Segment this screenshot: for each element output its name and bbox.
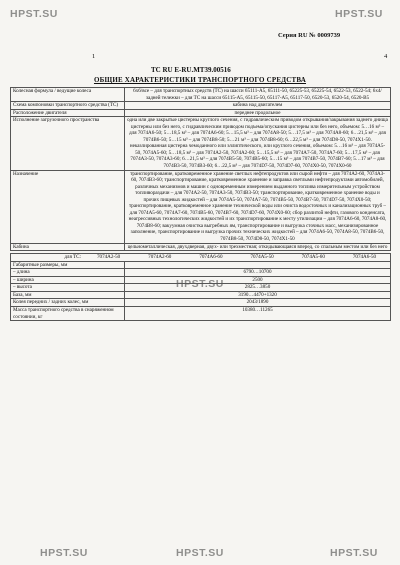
watermark: HPST.SU [10, 8, 58, 20]
row-label: – ширина [11, 276, 125, 284]
model-code: 7074А2-50 [96, 254, 121, 261]
watermark: HPST.SU [176, 547, 224, 559]
model-code: 7074А2-60 [148, 254, 172, 261]
table-row [11, 117, 391, 170]
row-label: Исполнение загрузочного пространства [11, 117, 125, 170]
row-value: одна или две закрытые цистерны круглого сечения, с гидравлическим приводом открывания/закрывания заднего днища цистерны или без него, с гидравлическим приводом подъема/опускания цистерны или без него, объемом: 5…16 м³ – для 7074А6-50; 5…18,5 м³ – для 7074А6-60; 5…15,5 м³ – для 7074А8-50; 5…17,5 м³ – для 7074А8-60; 6…21,5 м³ – для 7074В6-50; 5…15 м³ – для 7074В8-50; 5…21 м³ – для 7074В8-60; 6…22,5 м³ – для 7074D8-50, 7074Х1-50. неказлированная цистерна чемоданного или эллиптического, или круглого сечения, объемом: 5…16 м³ – для 7074А5-50, 7074А5-60; 5…18,5 м³ – для 7074А2-50, 7074А2-60; 5…15,5 м³ – для 7074А7-50, 7074А7-60; 5…17,5 м³ – для 7074А3-50, 7074А3-60; 6…21,5 м³ – для 7074В5-50, 7074В5-60; 5…15 м³ – для 7074В7-50, 7074В7-60; 5…17 м³ – для 7074В3-50, 7074В3-60; 6…22,5 м³ – для 7074D7-50, 7074D7-60, 7074Х0-50, 7074Х0-60 [125, 117, 391, 170]
watermark: HPST.SU [40, 547, 88, 559]
row-label: Габаритные размеры, мм [11, 261, 125, 269]
serial-number: Серия RU № 0009739 [278, 32, 341, 39]
watermark: HPST.SU [335, 8, 383, 20]
row-value: 6х6/все – для транспортных средств (ТС) на шасси 65111-А5, 65111-50, 65225-53, 65225-54, 6522-53, 6522-54; 6х4/задней тележки – для ТС на шасси 65115-А5, 65115-50, 65117-А5, 65117-50, 6520-53, 6520-54, 6520-В5 [125, 88, 391, 102]
table-row [11, 276, 391, 284]
table-row [11, 299, 391, 307]
table-row [11, 243, 391, 251]
row-value: транспортирование, кратковременное хранение светлых нефтепродуктов или сырой нефти – для 7074А2-60, 7074А3-60, 7074В3-60; транспортирование, кратковременное хранение и заправка светлыми нефтепродуктами автомобилей, различных механизмов и машин с одновременным измерением выданного топлива измерительным устройством топливораздачи – для 7074А2-50, 7074А3-50, 7074В3-50; транспортирование, кратковременное хранение воды и прочих пищевых жидкостей – для 7074А5-50, 7074А7-50, 7074В5-50, 7074В7-50, 7074D7-50, 7074Х0-50; транспортирование, кратковременное хранение технической воды или очиста водосточных и канализационных труб – для 7074А5-60, 7074А7-60, 7074В5-60, 7074В7-60, 7074D7-60, 7074Х0-60; сбор разлитой нефти, газового конденсата, неагрессивных технологических жидкостей и их транспортирование к месту утилизации – для 7074А6-60, 7074А8-60, 7074В8-60; вакуумная очистка выгребных ям, транспортирование и выгрузка сточных масс, механизированное заполнение, транспортирование и выгрузка прочих технических жидкостей – для 7074А6-50, 7074А8-50, 7074В6-50, 7074В8-50, 7074D8-50, 7074Х1-50 [125, 170, 391, 243]
document-number: ТС RU E-RU.МТ39.00516 [151, 66, 231, 74]
table-row [11, 306, 391, 320]
row-value: 3190…4470+1320 [125, 291, 391, 299]
row-label: Колея передних / задних колес, мм [11, 299, 125, 307]
watermark: HPST.SU [176, 278, 224, 290]
models-header-label: для ТС: [64, 254, 81, 261]
row-label: Назначение [11, 170, 125, 243]
row-label: – высота [11, 284, 125, 292]
row-value: 2825…3850 [125, 284, 391, 292]
model-code: 7074А5-50 [250, 254, 274, 261]
table-row [11, 109, 391, 117]
page-number-left: 1 [92, 53, 96, 60]
model-code: 7074А5-60 [301, 254, 325, 261]
model-code: 7074А6-60 [199, 254, 223, 261]
row-label: Расположение двигателя [11, 109, 125, 117]
row-value: цельнометаллическая, двухдверная, двух- или трехместная; откидывающаяся вперед, со спальным местом или без него [125, 243, 391, 251]
row-label: Колесная формула / ведущие колеса [11, 88, 125, 102]
table-row [11, 284, 391, 292]
row-label: – длина [11, 269, 125, 277]
page-number-right: 4 [384, 53, 388, 60]
watermark: HPST.SU [330, 547, 378, 559]
table-row [11, 170, 391, 243]
characteristics-table [10, 87, 391, 321]
row-value: 2500 [125, 276, 391, 284]
table-row [11, 269, 391, 277]
table-row [11, 261, 391, 269]
row-label: База, мм [11, 291, 125, 299]
page-title: ОБЩИЕ ХАРАКТЕРИСТИКИ ТРАНСПОРТНОГО СРЕДСТВА [93, 76, 307, 84]
row-value: 10380…11265 [125, 306, 391, 320]
table-row [11, 291, 391, 299]
row-value: переднее продольное [125, 109, 391, 117]
row-label: Схема компоновки транспортного средства (ТС) [11, 102, 125, 110]
vehicle-models-header [11, 254, 391, 262]
row-value: 2043/1890 [125, 299, 391, 307]
table-row [11, 102, 391, 110]
row-label: Масса транспортного средства в снаряженном состоянии, кг [11, 306, 125, 320]
row-label: Кабина [11, 243, 125, 251]
row-value: 6790…10700 [125, 269, 391, 277]
row-value [125, 261, 391, 269]
model-code: 7074А6-50 [352, 254, 377, 261]
row-value: кабина над двигателем [125, 102, 391, 110]
table-row [11, 88, 391, 102]
